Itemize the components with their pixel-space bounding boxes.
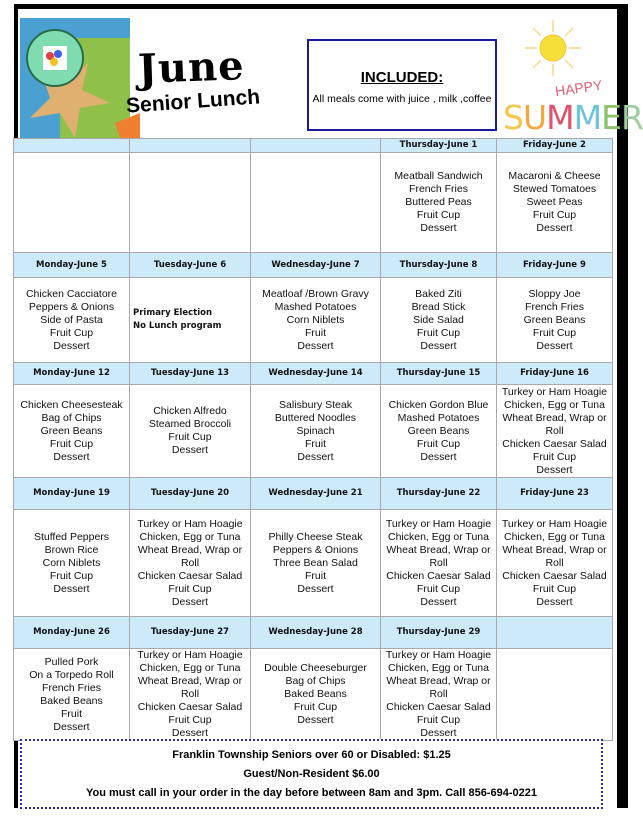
menu-item: Mashed Potatoes <box>274 300 357 313</box>
menu-item: Turkey or Ham Hoagie <box>385 517 492 530</box>
menu-cell <box>130 278 251 363</box>
menu-item: Chicken Caesar Salad <box>386 569 491 582</box>
menu-item: Fruit Cup <box>532 209 577 221</box>
menu-item: Three Bean Salad <box>273 556 358 569</box>
menu-cell <box>497 649 613 741</box>
day-header: Monday-June 5 <box>14 253 130 278</box>
menu-item: Chicken, Egg or Tuna <box>388 530 489 543</box>
menu-item: Fruit Cup <box>416 326 461 339</box>
menu-item: Fruit Cup <box>168 582 212 595</box>
menu-item: Dessert <box>171 727 209 739</box>
menu-item: Dessert <box>420 727 457 739</box>
summer-letter: S <box>503 98 523 137</box>
day-header-row <box>14 253 613 278</box>
menu-item: Brown Rice <box>44 543 99 556</box>
menu-item: Fruit Cup <box>416 209 461 221</box>
menu-item: Stuffed Peppers <box>33 530 110 543</box>
summer-letter: R <box>620 98 643 137</box>
menu-item: Dessert <box>536 222 573 234</box>
day-header: Thursday-June 8 <box>381 253 497 278</box>
menu-cell <box>381 278 497 363</box>
menu-item: Meatball Sandwich <box>394 170 483 182</box>
day-header-row <box>14 363 613 385</box>
menu-item: Fruit Cup <box>532 582 577 595</box>
menu-item: Fruit Cup <box>416 714 461 726</box>
menu-item: Chicken, Egg or Tuna <box>504 398 605 411</box>
menu-item: Dessert <box>420 222 457 234</box>
menu-item: Dessert <box>53 450 90 463</box>
menu-item: Dessert <box>53 582 90 595</box>
menu-item: Dessert <box>420 595 457 608</box>
menu-item: Chicken Cheesesteak <box>20 398 123 411</box>
ordering-instructions: You must call in your order in the day before between 8am and 3pm. Call 856-694-0221 <box>86 787 537 799</box>
menu-cell <box>381 385 497 478</box>
menu-cell <box>251 510 381 617</box>
menu-item: Turkey or Ham Hoagie <box>137 517 243 530</box>
menu-cell <box>497 278 613 363</box>
menu-cell <box>381 510 497 617</box>
menu-item: Fruit <box>305 569 326 582</box>
menu-item: Turkey or Ham Hoagie <box>385 649 492 661</box>
menu-cell <box>251 278 381 363</box>
menu-row <box>14 649 613 741</box>
menu-item: Chicken Caesar Salad <box>137 569 243 582</box>
menu-item: Pulled Pork <box>44 655 99 668</box>
menu-item: Dessert <box>536 339 573 352</box>
menu-item: French Fries <box>409 183 468 195</box>
menu-item: Bag of Chips <box>285 675 346 687</box>
day-header: Tuesday-June 27 <box>130 617 251 649</box>
seniors-logo-collage-icon <box>20 18 140 138</box>
day-header: Wednesday-June 28 <box>251 617 381 649</box>
menu-item: Buttered Noodles <box>274 411 357 424</box>
menu-item: Dessert <box>297 339 334 352</box>
menu-item: Fruit Cup <box>49 569 94 582</box>
day-header: Monday-June 26 <box>14 617 130 649</box>
menu-item: Dessert <box>536 595 573 608</box>
menu-item: Buttered Peas <box>405 196 472 208</box>
day-header <box>14 139 130 153</box>
pricing-footer <box>20 739 603 809</box>
menu-cell <box>14 510 130 617</box>
menu-cell <box>14 649 130 741</box>
day-header: Wednesday-June 7 <box>251 253 381 278</box>
day-header: Wednesday-June 14 <box>251 363 381 385</box>
menu-cell <box>14 153 130 253</box>
menu-cell <box>251 153 381 253</box>
day-header: Tuesday-June 6 <box>130 253 251 278</box>
menu-item: Baked Beans <box>40 694 103 707</box>
menu-cell <box>130 385 251 478</box>
menu-item: Fruit <box>61 707 82 720</box>
menu-cell <box>14 385 130 478</box>
menu-item: Peppers & Onions <box>28 300 115 313</box>
menu-calendar <box>13 138 613 741</box>
menu-item: Primary Election <box>133 308 213 318</box>
menu-item: Dessert <box>171 595 209 608</box>
menu-item: Side Salad <box>413 313 464 326</box>
menu-item: Baked Beans <box>284 688 347 700</box>
menu-item: Macaroni & Cheese <box>508 170 601 182</box>
menu-item: Fruit Cup <box>168 714 212 726</box>
menu-item: Chicken Caesar Salad <box>386 701 491 713</box>
menu-item: French Fries <box>42 681 101 694</box>
menu-item: Spinach <box>296 424 335 437</box>
menu-item: Fruit Cup <box>416 437 461 450</box>
menu-item: Wheat Bread, Wrap or Roll <box>386 543 491 569</box>
menu-item: French Fries <box>525 300 584 313</box>
summer-letter: U <box>522 98 547 137</box>
day-header: Friday-June 2 <box>497 139 613 153</box>
day-header-row <box>14 617 613 649</box>
day-header: Tuesday-June 13 <box>130 363 251 385</box>
menu-item: Dessert <box>420 450 457 463</box>
menu-cell <box>14 278 130 363</box>
day-header: Tuesday-June 20 <box>130 478 251 510</box>
menu-item: Wheat Bread, Wrap or Roll <box>502 543 607 569</box>
day-header: Wednesday-June 21 <box>251 478 381 510</box>
day-header: Thursday-June 15 <box>381 363 497 385</box>
day-header <box>497 617 613 649</box>
menu-item: Chicken Caesar Salad <box>502 437 607 450</box>
menu-item: Corn Niblets <box>42 556 101 569</box>
menu-row <box>14 385 613 478</box>
menu-item: Peppers & Onions <box>272 543 359 556</box>
day-header: Friday-June 23 <box>497 478 613 510</box>
sun-icon <box>523 18 583 78</box>
day-header: Thursday-June 29 <box>381 617 497 649</box>
included-text: All meals come with juice , milk ,coffee <box>312 93 492 105</box>
menu-item: Mashed Potatoes <box>397 411 480 424</box>
menu-item: Bread Stick <box>411 300 466 313</box>
day-header: Friday-June 16 <box>497 363 613 385</box>
summer-letter: M <box>546 98 574 137</box>
menu-item: Fruit <box>305 437 326 450</box>
menu-item: Dessert <box>297 582 334 595</box>
day-header: Thursday-June 1 <box>381 139 497 153</box>
menu-item: Dessert <box>536 463 573 476</box>
menu-item: Turkey or Ham Hoagie <box>137 649 243 661</box>
summer-letter: M <box>573 98 602 137</box>
menu-item: Dessert <box>297 450 334 463</box>
menu-item: Corn Niblets <box>286 313 345 326</box>
summer-text <box>503 98 643 137</box>
menu-item: Chicken Cacciatore <box>25 287 118 300</box>
menu-item: Steamed Broccoli <box>148 418 232 430</box>
day-header: Thursday-June 22 <box>381 478 497 510</box>
menu-item: Dessert <box>53 720 90 733</box>
menu-item: Green Beans <box>407 424 470 437</box>
menu-cell <box>381 153 497 253</box>
menu-item: Fruit Cup <box>168 431 212 443</box>
included-heading: INCLUDED: <box>360 69 444 86</box>
menu-item: Fruit Cup <box>293 701 338 713</box>
menu-row <box>14 510 613 617</box>
menu-item: Dessert <box>171 444 209 456</box>
menu-cell <box>251 385 381 478</box>
menu-item: Green Beans <box>40 424 103 437</box>
day-header <box>130 139 251 153</box>
menu-item: Philly Cheese Steak <box>268 530 363 543</box>
menu-item: Chicken, Egg or Tuna <box>388 662 489 674</box>
guest-price: Guest/Non-Resident $6.00 <box>243 768 380 780</box>
day-header: Monday-June 19 <box>14 478 130 510</box>
menu-item: Baked Ziti <box>415 287 462 300</box>
senior-price: Franklin Township Seniors over 60 or Disabled: $1.25 <box>172 749 451 761</box>
menu-item: Wheat Bread, Wrap or Roll <box>386 675 491 700</box>
menu-item: Green Beans <box>523 313 586 326</box>
summer-letter: E <box>601 98 621 137</box>
day-header-row <box>14 478 613 510</box>
menu-item: Sweet Peas <box>526 196 583 208</box>
menu-item: Fruit <box>305 326 326 339</box>
day-header: Monday-June 12 <box>14 363 130 385</box>
day-header: Friday-June 9 <box>497 253 613 278</box>
menu-item: Wheat Bread, Wrap or Roll <box>137 543 243 569</box>
menu-cell <box>497 153 613 253</box>
menu-item: Chicken Caesar Salad <box>137 701 243 713</box>
menu-item: Double Cheeseburger <box>264 662 367 674</box>
menu-row <box>14 278 613 363</box>
menu-item: Salisbury Steak <box>279 398 352 411</box>
menu-item: Fruit Cup <box>49 326 94 339</box>
menu-item: Fruit Cup <box>532 326 577 339</box>
included-box <box>307 39 497 131</box>
menu-item: Chicken Gordon Blue <box>388 398 489 411</box>
menu-item: Meatloaf /Brown Gravy <box>262 287 369 300</box>
menu-item: On a Torpedo Roll <box>29 668 114 681</box>
page-subtitle: Senior Lunch <box>125 85 261 118</box>
day-header-row <box>14 139 613 153</box>
day-header <box>251 139 381 153</box>
menu-item: Sloppy Joe <box>528 287 581 300</box>
menu-cell <box>497 510 613 617</box>
menu-cell <box>130 510 251 617</box>
menu-item: Chicken, Egg or Tuna <box>504 530 605 543</box>
menu-cell <box>130 153 251 253</box>
menu-item: Dessert <box>297 714 334 726</box>
menu-item: Fruit Cup <box>49 437 94 450</box>
menu-item: Turkey or Ham Hoagie <box>501 385 608 398</box>
page-title: June <box>137 42 246 93</box>
menu-item: Chicken Caesar Salad <box>502 569 607 582</box>
menu-item: Wheat Bread, Wrap or Roll <box>137 675 243 700</box>
menu-row <box>14 153 613 253</box>
menu-item: Side of Pasta <box>40 313 103 326</box>
menu-cell <box>497 385 613 478</box>
menu-item: Dessert <box>420 339 457 352</box>
menu-item: Chicken Alfredo <box>153 405 227 417</box>
menu-item: Bag of Chips <box>41 411 102 424</box>
menu-item: Chicken, Egg or Tuna <box>139 662 241 674</box>
menu-item: No Lunch program <box>133 321 222 331</box>
menu-item: Turkey or Ham Hoagie <box>501 517 608 530</box>
menu-item: Wheat Bread, Wrap or Roll <box>502 411 607 437</box>
happy-text: HAPPY <box>554 76 604 100</box>
menu-item: Dessert <box>53 339 90 352</box>
menu-item: Stewed Tomatoes <box>512 183 597 195</box>
menu-item: Fruit Cup <box>532 450 577 463</box>
menu-cell <box>381 649 497 741</box>
menu-item: Fruit Cup <box>416 582 461 595</box>
menu-item: Chicken, Egg or Tuna <box>139 530 241 543</box>
menu-cell <box>251 649 381 741</box>
menu-cell <box>130 649 251 741</box>
